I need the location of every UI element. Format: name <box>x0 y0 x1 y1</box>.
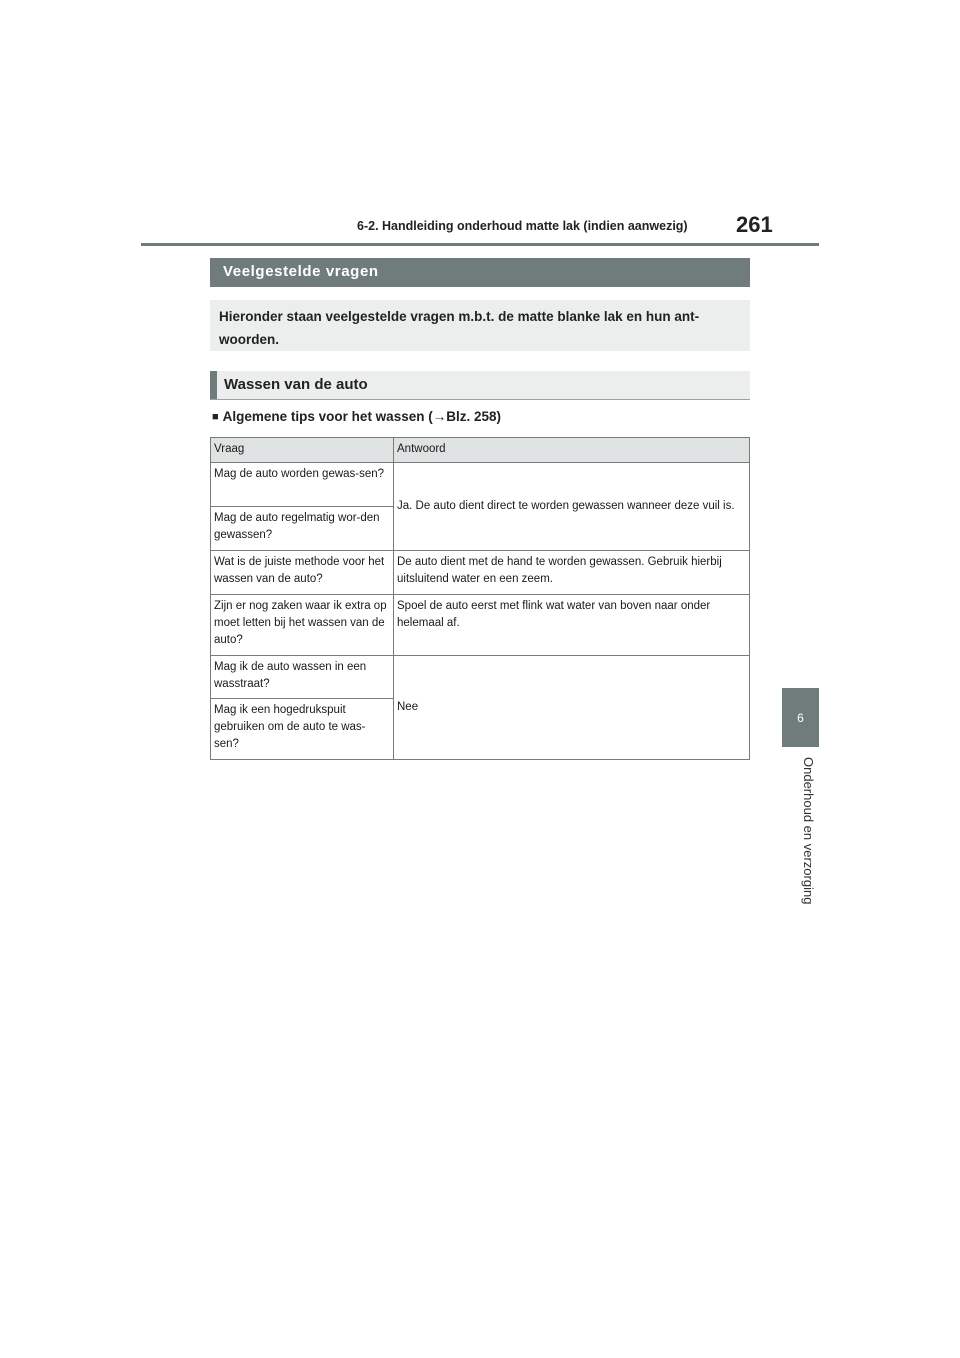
running-header-section: 6-2. Handleiding onderhoud matte lak (indien aanwezig) <box>357 219 688 233</box>
intro-box <box>210 300 750 351</box>
answer-cell: Nee <box>394 656 750 760</box>
question-cell: Wat is de juiste methode voor het wassen van de auto? <box>211 551 394 595</box>
table-row <box>211 463 750 507</box>
subheading-accent <box>210 371 217 399</box>
section-title: Veelgestelde vragen <box>223 263 379 280</box>
bullet-text: Algemene tips voor het wassen ( <box>222 409 433 424</box>
intro-text-line-2: woorden. <box>219 332 279 347</box>
question-cell: Mag de auto worden gewas-sen? <box>211 463 394 507</box>
table-row <box>211 551 750 595</box>
column-header-question: Vraag <box>211 438 394 463</box>
question-cell: Mag ik een hogedrukspuit gebruiken om de auto te was-sen? <box>211 699 394 760</box>
subheading-bar <box>210 371 750 400</box>
table-header-row <box>211 438 750 463</box>
bullet-heading <box>212 409 501 424</box>
header-divider <box>141 243 819 246</box>
question-cell: Mag de auto regelmatig wor-den gewassen? <box>211 507 394 551</box>
table-row <box>211 595 750 656</box>
answer-cell: De auto dient met de hand te worden gewassen. Gebruik hierbij uitsluitend water en een zeem. <box>394 551 750 595</box>
page-number: 261 <box>736 212 773 237</box>
table-row <box>211 656 750 699</box>
chapter-label: Onderhoud en verzorging <box>801 757 816 905</box>
arrow-right-icon: → <box>432 409 447 424</box>
subheading-title: Wassen van de auto <box>224 376 368 393</box>
chapter-tab[interactable] <box>782 688 819 747</box>
section-title-bar <box>210 258 750 287</box>
faq-table <box>210 437 750 760</box>
page-reference-link[interactable]: Blz. 258) <box>446 409 501 424</box>
question-cell: Zijn er nog zaken waar ik extra op moet letten bij het wassen van de auto? <box>211 595 394 656</box>
answer-cell: Ja. De auto dient direct te worden gewassen wanneer deze vuil is. <box>394 463 750 551</box>
square-bullet-icon: ■ <box>212 411 219 423</box>
column-header-answer: Antwoord <box>394 438 750 463</box>
answer-cell: Spoel de auto eerst met flink wat water van boven naar onder helemaal af. <box>394 595 750 656</box>
question-cell: Mag ik de auto wassen in een wasstraat? <box>211 656 394 699</box>
intro-text-line-1: Hieronder staan veelgestelde vragen m.b.t. de matte blanke lak en hun ant- <box>219 309 700 324</box>
chapter-number: 6 <box>797 710 804 725</box>
